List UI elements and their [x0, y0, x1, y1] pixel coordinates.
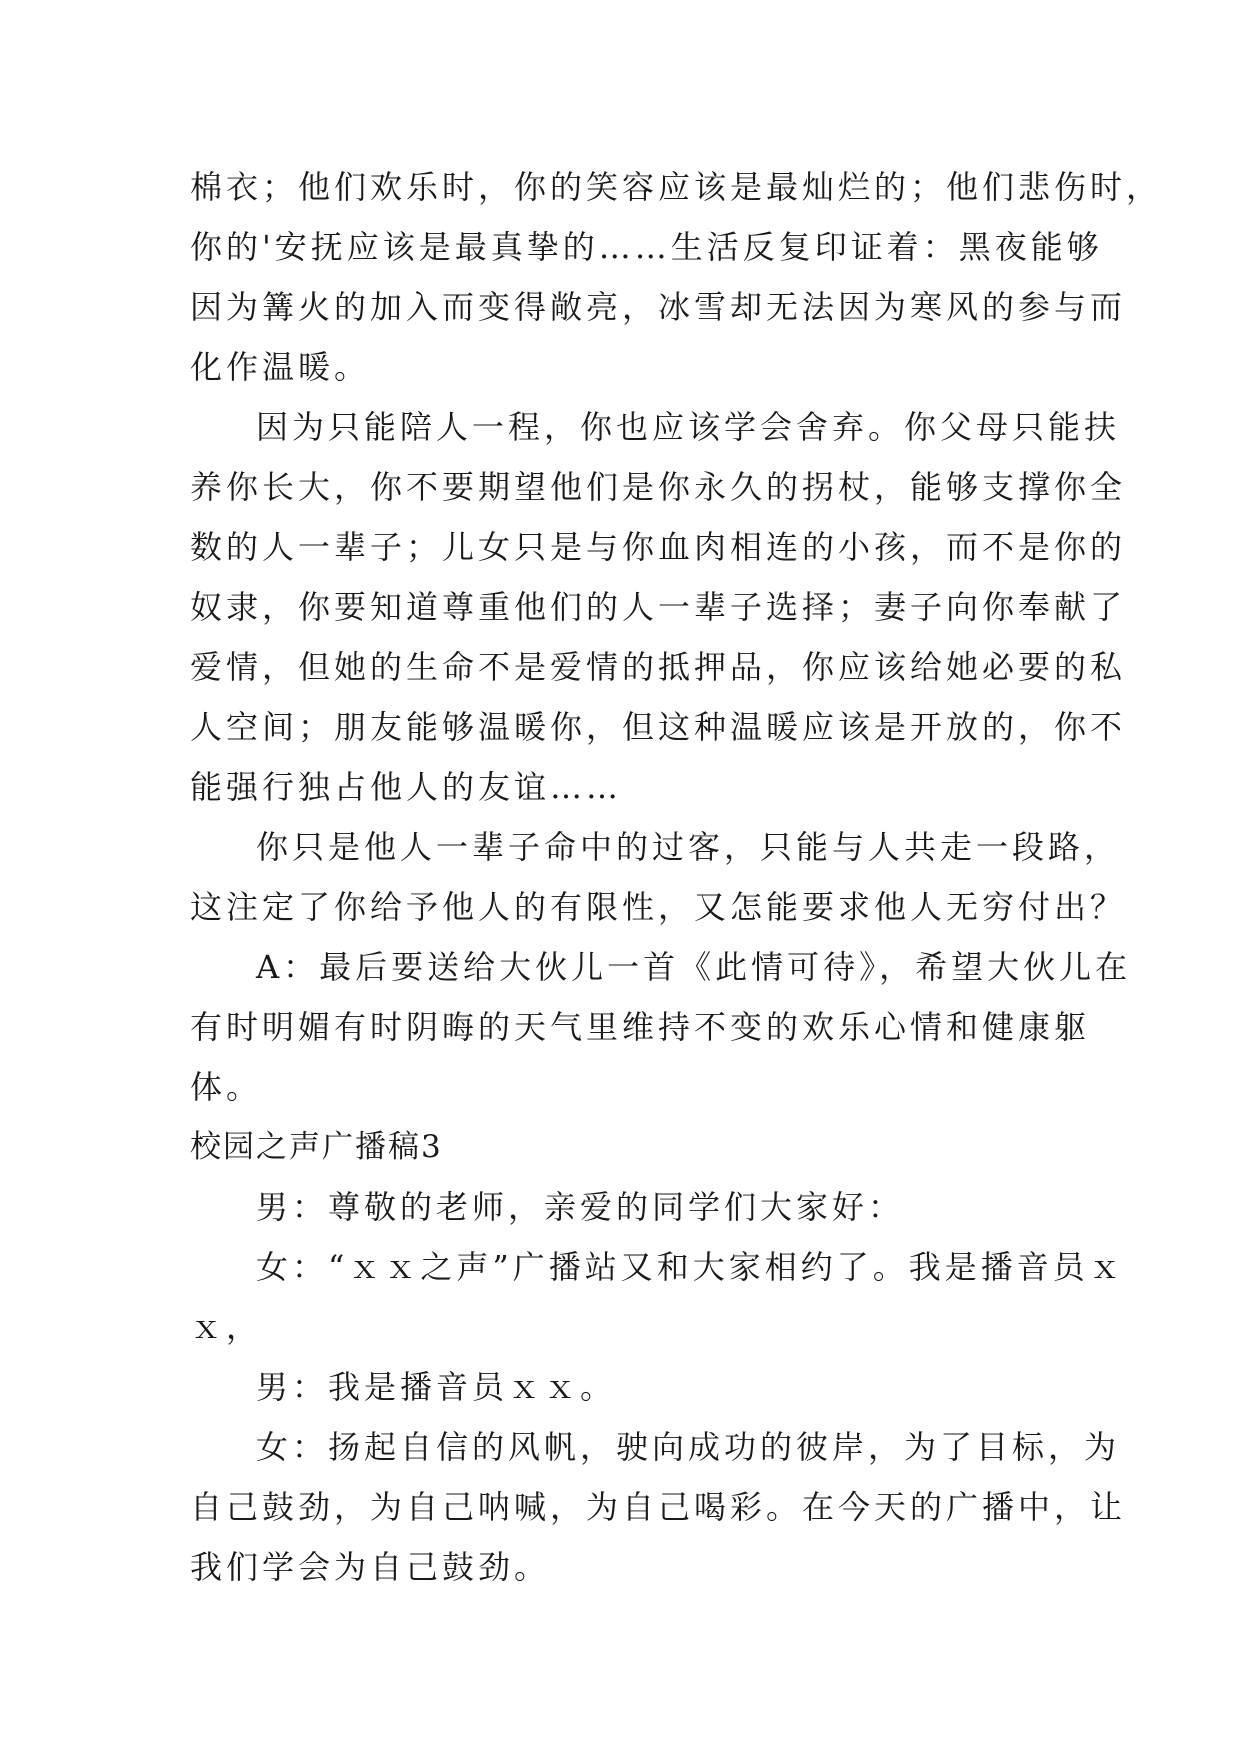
text-line-14: A：最后要送给大伙儿一首《此情可待》，希望大伙儿在: [256, 948, 1132, 986]
section-heading: 校园之声广播稿3: [190, 1129, 443, 1165]
text-line-21: 男：我是播音员ｘｘ。: [256, 1368, 617, 1406]
text-line-2: 你的'安抚应该是最真挚的……生活反复印证着：黑夜能够: [190, 228, 1103, 266]
text-line-13: 这注定了你给予他人的有限性，又怎能要求他人无穷付出？: [190, 888, 1127, 926]
text-line-6: 养你长大，你不要期望他们是你永久的拐杖，能够支撑你全: [190, 468, 1127, 506]
text-line-23: 自己鼓劲，为自己呐喊，为自己喝彩。在今天的广播中，让: [190, 1488, 1127, 1526]
text-line-5: 因为只能陪人一程，你也应该学会舍弃。你父母只能扶: [256, 408, 1121, 446]
text-line-4: 化作温暖。: [190, 348, 371, 386]
text-line-7: 数的人一辈子；儿女只是与你血肉相连的小孩，而不是你的: [190, 528, 1127, 566]
text-line-11: 能强行独占他人的友谊……: [190, 768, 623, 806]
text-line-10: 人空间；朋友能够温暖你，但这种温暖应该是开放的，你不: [190, 708, 1127, 746]
text-line-8: 奴隶，你要知道尊重他们的人一辈子选择；妻子向你奉献了: [190, 588, 1127, 626]
text-line-18: 男：尊敬的老师，亲爱的同学们大家好：: [256, 1188, 905, 1226]
text-line-22: 女：扬起自信的风帆，驶向成功的彼岸，为了目标，为: [256, 1428, 1121, 1466]
text-line-15: 有时明媚有时阴晦的天气里维持不变的欢乐心情和健康躯: [190, 1008, 1091, 1046]
text-line-1: 棉衣；他们欢乐时，你的笑容应该是最灿烂的；他们悲伤时，: [190, 168, 1163, 206]
text-line-20: ｘ，: [190, 1308, 263, 1346]
text-line-9: 爱情，但她的生命不是爱情的抵押品，你应该给她必要的私: [190, 648, 1127, 686]
document-body: [190, 157, 1163, 1597]
text-line-16: 体。: [190, 1068, 263, 1106]
text-line-12: 你只是他人一辈子命中的过客，只能与人共走一段路，: [256, 828, 1121, 866]
text-line-19: 女：“ｘｘ之声”广播站又和大家相约了。我是播音员ｘ: [256, 1248, 1125, 1286]
text-line-24: 我们学会为自己鼓劲。: [190, 1548, 551, 1586]
text-line-3: 因为篝火的加入而变得敞亮，冰雪却无法因为寒风的参与而: [190, 288, 1127, 326]
